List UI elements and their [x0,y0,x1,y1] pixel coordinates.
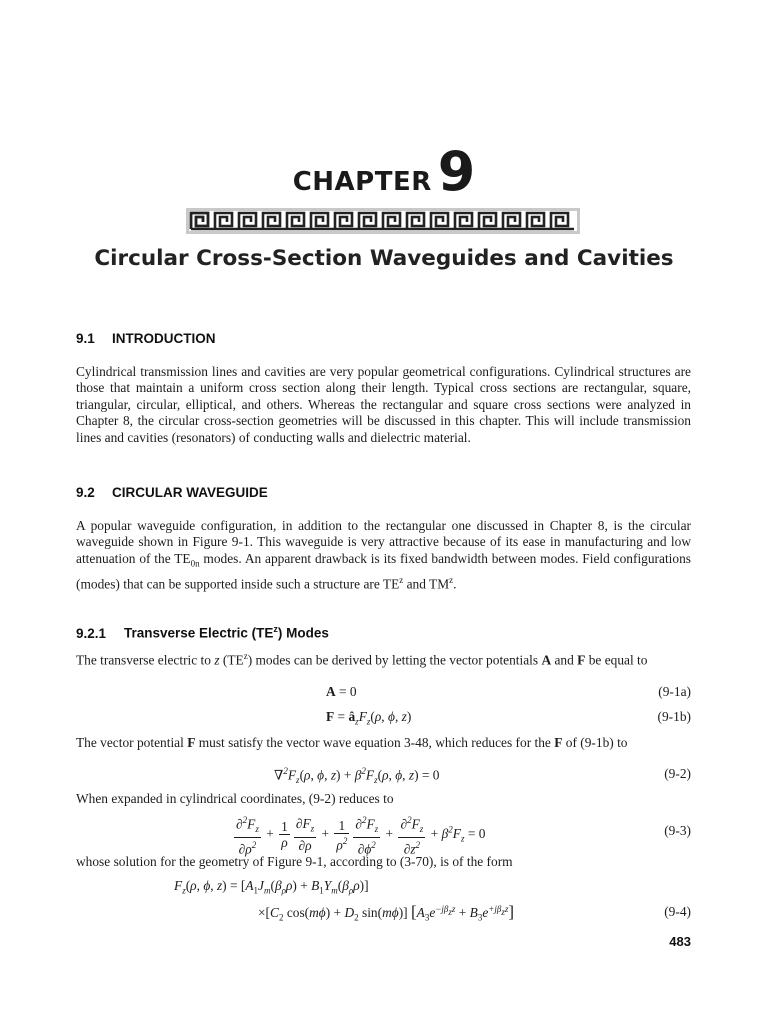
chapter-title: Circular Cross-Section Waveguides and Cavities [94,246,674,271]
vector-potential-paragraph: The vector potential F must satisfy the vector wave equation 3-48, which reduces for the F of (9-1b) to [76,735,628,750]
equation-number-9-1b: (9-1b) [657,709,691,724]
equation-9-4-line-2: $\times[C_2$ $\cos(m\phi) + D_2$ sin(mϕ)] $[A_3e^{-j\beta_zz} + B_3e^{+j\beta_zz}]$ [258,902,515,923]
expansion-sentence: When expanded in cylindrical coordinates, (9-2) reduces to [76,791,394,806]
subsection-heading-9-2-1: 9.2.1 Transverse Electric $(TE^z)$ Modes [76,624,329,641]
equation-9-1b: $F = â_zF_z(\rho$, ϕ, z) [326,709,412,727]
chapter-heading [0,140,768,203]
section-heading-9-2: 9.2 CIRCULAR WAVEGUIDE [76,485,268,500]
circular-waveguide-paragraph: A popular waveguide configuration, in addition to the rectangular one discussed in Chapter 8, is the circular waveguide shown in Figure 9-1. This waveguide is very attractive because of its ease in manufacturing and low attenuation of the $TE_{0n}$ modes. An apparent drawback is its fixed bandwidth between modes. Field configurations (modes) that can be supported inside such a structure are $TE^z$ and $TM^z$. [76,518,692,592]
intro-paragraph: Cylindrical transmission lines and cavities are very popular geometrical configurations. Cylindrical structures are those that maintain a uniform cross section along their length. Typical cross sections are rectangular, square, triangular, circular, elliptical, and others. Whereas the rectangular and square cross sections were analyzed in Chapter 8, the circular cross-section geometries will be discussed in this chapter. This will include transmission lines and cavities (resonators) of conducting walls and dielectric material. [76,364,691,445]
equation-9-2: $\nabla^2F_z(\rho$, ϕ, $z) + \beta^2F_z(\rho$, ϕ, z) = 0 [274,766,440,786]
equation-number-9-4: (9-4) [664,904,691,919]
equation-9-4-line-1: $F_z(\rho$, ϕ, $z) = [A_1J_m(\beta_\rho\rho) + B_1Y_m(\beta_\rho\rho)]$ [174,878,369,896]
solution-sentence: whose solution for the geometry of Figure 9-1, according to (3-70), is of the form [76,854,513,869]
greek-key-ornament [186,208,580,234]
page-number: 483 [669,934,691,949]
equation-number-9-3: (9-3) [664,823,691,838]
chapter-number: 9 [437,140,476,203]
section-heading-9-1: 9.1 INTRODUCTION [76,331,216,346]
equation-number-9-2: (9-2) [664,766,691,781]
chapter-word: CHAPTER [292,167,432,197]
equation-9-3: $\frac{\partial^2F_z}{\partial\rho^2}$ + $\frac{1}{\rho}$ $\frac{\partial F_z}{\partial\rho}$ + $\frac{1}{\rho^2}$ $\frac{\partial^2F_z}{\partial\phi^2}$ + $\frac{\partial^2F_z}{\partial z^2}$ + $\beta^2F_z = 0$ [236,815,486,857]
te-modes-paragraph: The transverse electric to z $(TE^z)$ modes can be derived by letting the vector potentials A and F be equal to [76,651,648,668]
equation-9-1a: A = 0 [326,684,357,699]
equation-number-9-1a: (9-1a) [658,684,691,699]
